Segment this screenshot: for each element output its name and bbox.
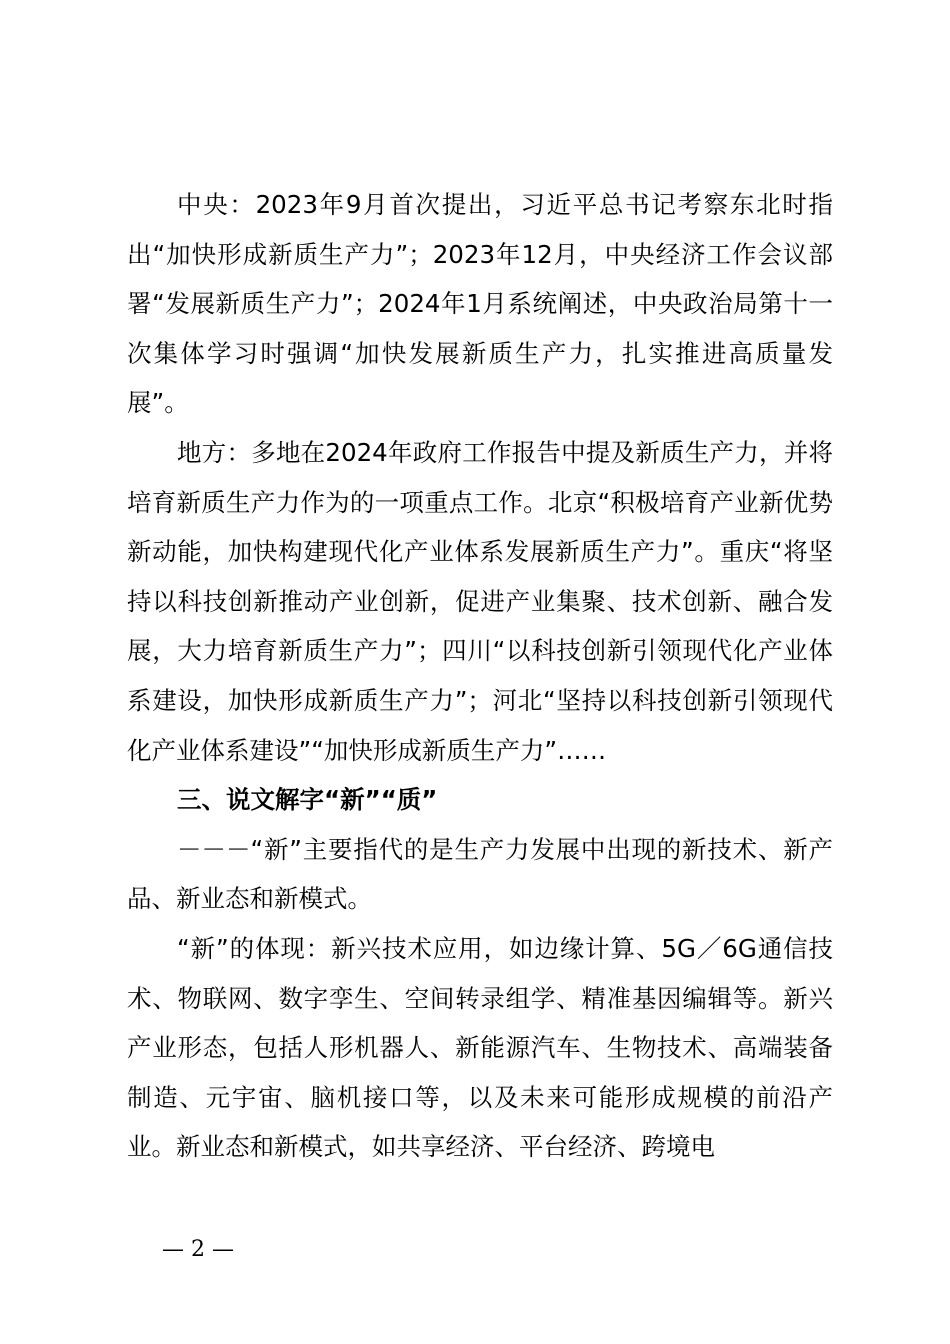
page-number: — 2 — <box>162 1237 234 1262</box>
section-heading: 三、说文解字“新”“质” <box>177 785 438 815</box>
paragraph-new-definition: －－－“新”主要指代的是生产力发展中出现的新技术、新产品、新业态和新模式。 <box>127 834 833 914</box>
document-body <box>127 180 833 1172</box>
paragraph-central-government: 中央：2023年9月首次提出，习近平总书记考察东北时指出“加快形成新质生产力”；2023年12月，中央经济工作会议部署“发展新质生产力”；2024年1月系统阐述，中央政治局第十一次集体学习时强调“加快发展新质生产力，扎实推进高质量发展”。 <box>127 190 833 418</box>
paragraph-local-government: 地方：多地在2024年政府工作报告中提及新质生产力，并将培育新质生产力作为的一项重点工作。北京“积极培育产业新优势新动能，加快构建现代化产业体系发展新质生产力”。重庆“将坚持以科技创新推动产业创新，促进产业集聚、技术创新、融合发展，大力培育新质生产力”；四川“以科技创新引领现代化产业体系建设，加快形成新质生产力”；河北“坚持以科技创新引领现代化产业体系建设”“加快形成新质生产力”…… <box>127 437 833 765</box>
paragraph-new-manifestation: “新”的体现：新兴技术应用，如边缘计算、5G／6G通信技术、物联网、数字孪生、空间转录组学、精准基因编辑等。新兴产业形态，包括人形机器人、新能源汽车、生物技术、高端装备制造、元宇宙、脑机接口等，以及未来可能形成规模的前沿产业。新业态和新模式，如共享经济、平台经济、跨境电 <box>127 933 833 1162</box>
